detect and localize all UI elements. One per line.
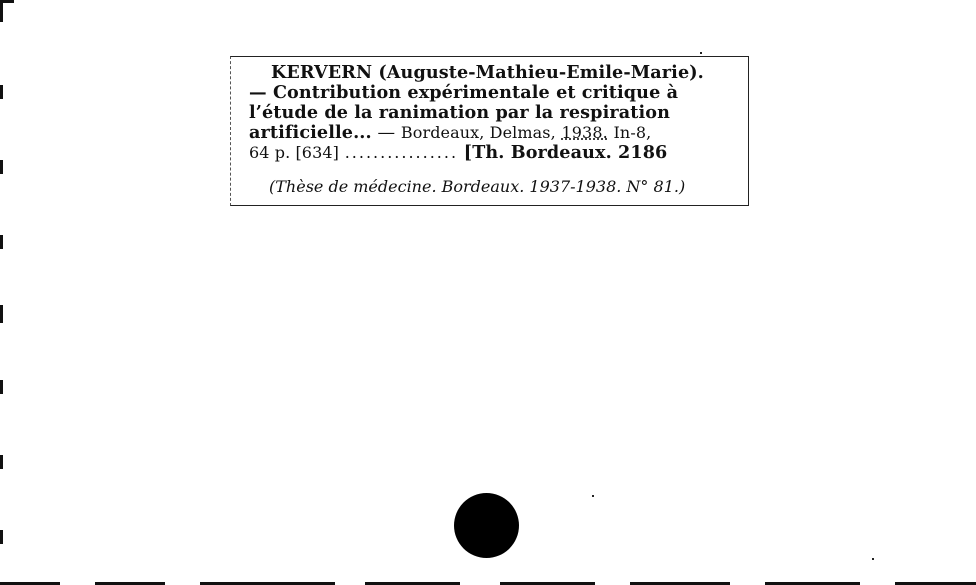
publisher: Bordeaux, Delmas, (400, 123, 556, 142)
author-heading: KERVERN (Auguste-Mathieu-Emile-Marie). (271, 62, 704, 83)
dust-speck (592, 495, 594, 497)
margin-tick (0, 530, 3, 544)
punch-hole (454, 493, 519, 558)
margin-tick (0, 380, 3, 394)
entry-line-4 (249, 123, 741, 143)
pagination: 64 p. [634] (249, 143, 339, 162)
entry-line-1 (249, 63, 741, 83)
dust-speck (700, 52, 702, 54)
margin-tick (0, 305, 3, 323)
shelfmark: [Th. Bordeaux. 2186 (463, 142, 668, 163)
margin-tick (0, 85, 3, 99)
title-part-2: l’étude de la ranimation par la respiration (249, 102, 670, 123)
dot-leader: ................ (344, 143, 459, 162)
margin-tick (0, 455, 3, 469)
intro-dash: — (249, 82, 267, 103)
dust-speck (872, 558, 874, 560)
catalog-entry (249, 63, 741, 163)
margin-tick (0, 235, 3, 249)
format: In-8, (613, 123, 652, 142)
title-part-1: Contribution expérimentale et critique à (272, 82, 679, 103)
catalog-card (230, 56, 749, 206)
entry-line-3 (249, 103, 741, 123)
margin-tick (0, 160, 3, 174)
publication-year: 1938. (561, 123, 608, 142)
title-part-3: artificielle... (249, 122, 372, 143)
entry-line-2 (249, 83, 741, 103)
entry-line-5 (249, 143, 741, 163)
corner-mark-vertical (0, 0, 3, 22)
thesis-note: (Thèse de médecine. Bordeaux. 1937-1938. N° 81.) (269, 177, 686, 196)
separator-dash: — (377, 123, 396, 143)
